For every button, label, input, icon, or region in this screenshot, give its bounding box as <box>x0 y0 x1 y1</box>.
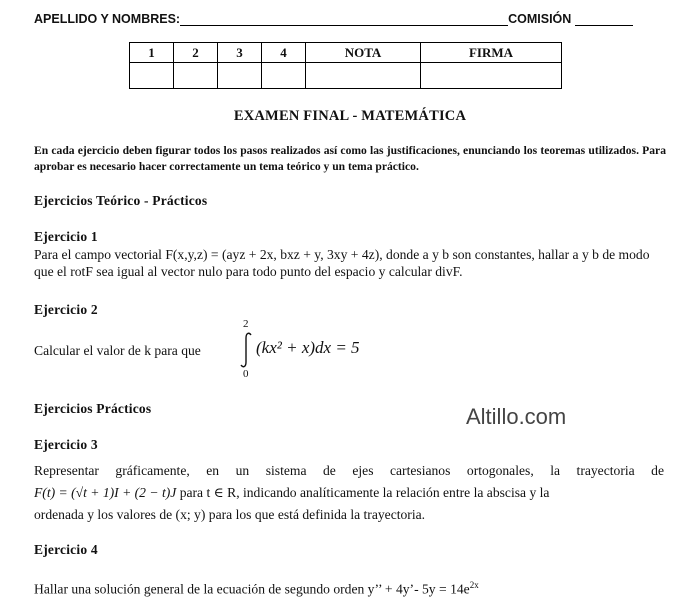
grade-table <box>129 42 562 89</box>
grade-table-header-row <box>130 43 562 63</box>
integral-upper-limit: 2 <box>243 318 249 330</box>
grade-cell-1[interactable] <box>130 63 174 89</box>
ex2-text: Calcular el valor de k para que <box>34 343 201 358</box>
ex4-heading: Ejercicio 4 <box>34 542 98 557</box>
grade-cell-firma[interactable] <box>421 63 562 89</box>
grade-cell-4[interactable] <box>262 63 306 89</box>
section-practice-heading: Ejercicios Prácticos <box>34 401 152 416</box>
instructions: En cada ejercicio deben figurar todos los pasos realizados así como las justificaciones, enunciando los teoremas utilizados. Para aprobar es necesario hacer correctamente un tema teórico y un tema práctico. <box>34 144 666 173</box>
grade-col-2: 2 <box>174 43 218 63</box>
ex3-line2 <box>34 484 664 501</box>
grade-col-4: 4 <box>262 43 306 63</box>
commission-label: COMISIÓN <box>508 12 572 26</box>
integral-expression: (kx² + x)dx = 5 <box>256 338 360 357</box>
student-header <box>34 12 662 26</box>
ex3-line1: Representar gráficamente, en un sistema de ejes cartesianos ortogonales, la trayectoria de <box>34 463 664 478</box>
ex3-formula: F(t) = (√t + 1)I + (2 − t)J <box>34 485 177 500</box>
surname-label: APELLIDO Y NOMBRES: <box>34 12 181 26</box>
integral-sign-icon <box>239 332 255 368</box>
grade-table-input-row <box>130 63 562 89</box>
grade-col-nota: NOTA <box>306 43 421 63</box>
watermark: Altillo.com <box>466 404 567 429</box>
ex3-line3: ordenada y los valores de (x; y) para los que está definida la trayectoria. <box>34 507 426 522</box>
ex2-heading: Ejercicio 2 <box>34 302 98 317</box>
surname-field[interactable] <box>180 12 508 26</box>
integral-lower-limit: 0 <box>243 368 249 380</box>
ex3-line2-text: para t ∈ R, indicando analíticamente la relación entre la abscisa y la <box>176 485 550 500</box>
exam-title: EXAMEN FINAL - MATEMÁTICA <box>233 108 467 124</box>
section-theory-heading: Ejercicios Teórico - Prácticos <box>34 193 208 208</box>
grade-cell-nota[interactable] <box>306 63 421 89</box>
commission-field[interactable] <box>575 12 633 26</box>
ex1-heading: Ejercicio 1 <box>34 229 98 244</box>
integral-formula <box>237 318 397 384</box>
ex4-text-line <box>34 577 664 598</box>
ex3-heading: Ejercicio 3 <box>34 437 98 452</box>
grade-cell-2[interactable] <box>174 63 218 89</box>
grade-col-3: 3 <box>218 43 262 63</box>
ex1-text: Para el campo vectorial F(x,y,z) = (ayz + 2x, bxz + y, 3xy + 4z), donde a y b son constantes, hallar a y b de modo que el rotF sea igual al vector nulo para todo punto del espacio y calcular divF. <box>34 247 650 279</box>
grade-cell-3[interactable] <box>218 63 262 89</box>
grade-col-firma: FIRMA <box>421 43 562 63</box>
ex4-text: Hallar una solución general de la ecuación de segundo orden y’’ + 4y’- 5y = 14e <box>34 581 470 597</box>
ex4-exponent: 2x <box>469 580 479 590</box>
grade-col-1: 1 <box>130 43 174 63</box>
